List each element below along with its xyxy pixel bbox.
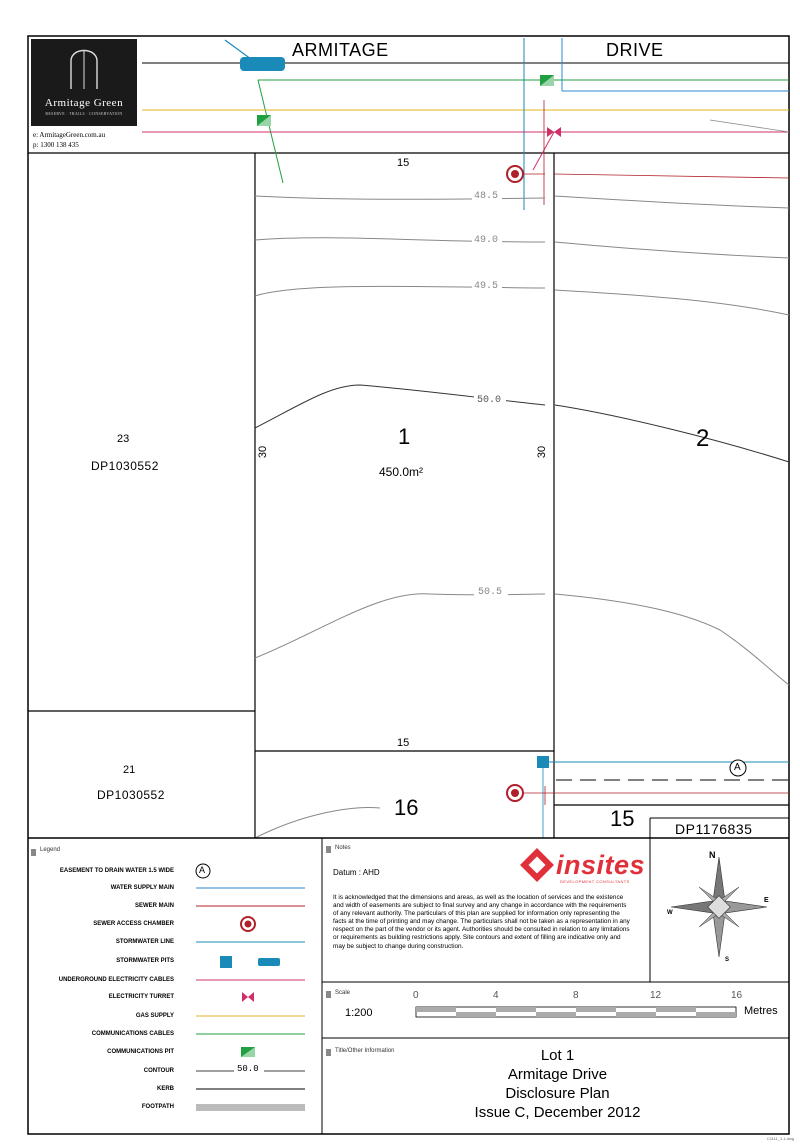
legend-comms-pit: COMMUNICATIONS PIT: [107, 1049, 174, 1055]
contour-50-5: [255, 594, 545, 658]
legend-title: Legend: [40, 847, 61, 853]
lot21-number: 21: [123, 764, 136, 776]
lot16-number: 16: [394, 795, 419, 820]
scale-bar: [416, 1007, 736, 1017]
title-block: [420, 1046, 695, 1122]
legend-gas: GAS SUPPLY: [135, 1013, 174, 1019]
legend-comms: COMMUNICATIONS CABLES: [91, 1031, 174, 1037]
legend-stormwater-line: STORMWATER LINE: [115, 939, 174, 945]
arch-logo-icon: [31, 39, 137, 97]
logo-tagline: RESERVE · TRAILS · CONSERVATION: [45, 111, 123, 116]
lot23-dp: DP1030552: [91, 459, 159, 473]
drawing-code: C1111_1.1.dwg: [766, 1136, 794, 1141]
insites-brand: insites: [556, 850, 646, 880]
title-line-2: Armitage Drive: [507, 1066, 608, 1083]
title-line-1: Lot 1: [540, 1047, 575, 1064]
lot1-number: 1: [398, 424, 411, 449]
contact-email: e: ArmitageGreen.com.au: [33, 131, 106, 139]
stormwater-pit-leader: [225, 40, 255, 62]
lot23-number: 23: [117, 433, 130, 445]
scale-tick-0: 0: [413, 990, 419, 1001]
scale-ratio: 1:200: [345, 1007, 373, 1019]
contour-label-49-0: 49.0: [474, 235, 499, 246]
contact-phone: p: 1300 138 435: [33, 141, 79, 149]
legend-stormwater-pits: STORMWATER PITS: [116, 958, 174, 964]
compass-north: N: [709, 850, 716, 860]
lot1-side-right: 30: [536, 445, 549, 459]
lot2-number: 2: [696, 425, 710, 452]
street-name-part2: DRIVE: [606, 40, 664, 60]
legend-electricity: UNDERGROUND ELECTRICITY CABLES: [58, 977, 174, 983]
lot21-dp: DP1030552: [97, 788, 165, 802]
lot1-frontage: 15: [397, 157, 410, 169]
stormwater-pit-street: [240, 57, 285, 71]
sheet-border: [28, 36, 789, 1134]
street-name-part1: ARMITAGE: [292, 40, 389, 60]
logo-name: Armitage Green: [44, 97, 124, 109]
compass-rose: [671, 857, 767, 957]
legend-sewer: SEWER MAIN: [135, 903, 174, 909]
scale-tick-12: 12: [650, 990, 662, 1001]
legend-sewer-chamber: SEWER ACCESS CHAMBER: [93, 921, 174, 927]
legend-kerb: KERB: [156, 1086, 174, 1092]
scale-tick-16: 16: [731, 990, 743, 1001]
scale-unit: Metres: [744, 1005, 778, 1017]
legend-contour: CONTOUR: [143, 1068, 174, 1074]
insites-tagline: DEVELOPMENT CONSULTANTS: [560, 879, 630, 884]
contour-label-50-5: 50.5: [478, 587, 503, 598]
lot1-rear: 15: [397, 737, 410, 749]
contour-label-49-5: 49.5: [474, 281, 499, 292]
contour-label-50-0: 50.0: [477, 395, 502, 406]
legend-easement-symbol: A: [199, 865, 206, 875]
scale-tick-8: 8: [573, 990, 579, 1001]
armitage-green-logo: [31, 39, 137, 126]
title-line-4: Issue C, December 2012: [474, 1104, 641, 1121]
dp-main: DP1176835: [675, 821, 753, 837]
legend-contour-sample: 50.0: [237, 1064, 259, 1074]
scale-title: Scale: [335, 990, 351, 996]
notes-title: Notes: [335, 845, 351, 851]
compass-east: E: [764, 897, 769, 904]
lot1-area: 450.0m²: [379, 465, 424, 479]
sewer-main-top: [554, 174, 789, 178]
legend-footpath: FOOTPATH: [141, 1104, 174, 1110]
lot15-number: 15: [610, 806, 635, 831]
title-line-3: Disclosure Plan: [505, 1085, 610, 1102]
contour-label-48-5: 48.5: [474, 191, 499, 202]
legend-water: WATER SUPPLY MAIN: [110, 885, 174, 891]
titleinfo-title: Title/Other Information: [335, 1048, 395, 1054]
insites-logo-mark: [520, 848, 554, 882]
scale-tick-4: 4: [493, 990, 499, 1001]
legend-electricity-turret: ELECTRICITY TURRET: [108, 994, 174, 1000]
compass-south: S: [725, 957, 730, 963]
notes-body: It is acknowledged that the dimensions and areas, as well as the location of services and the existence and width of easements are subject to final survey and any change in accordance with the requirements of any relevant authority. The particulars of this plan are supplied for information only representing the facts at the time of printing and may change. The particulars shall not be taken as a representation in any respect on the part of the vendor or its agent. Authorities should be consulted in relation to any limitations or requirements as building restrictions apply. Site contours and extent of filling are indicative only and may be subject to change during construction.: [333, 894, 630, 950]
electricity-turret-1: [547, 127, 554, 137]
legend-easement: EASEMENT TO DRAIN WATER 1.5 WIDE: [59, 868, 174, 874]
notes-datum: Datum : AHD: [333, 868, 380, 877]
stormwater-pit-2: [537, 756, 549, 768]
easement-marker-label: A: [734, 762, 741, 773]
compass-west: W: [667, 910, 673, 916]
lot1-side-left: 30: [257, 445, 270, 459]
